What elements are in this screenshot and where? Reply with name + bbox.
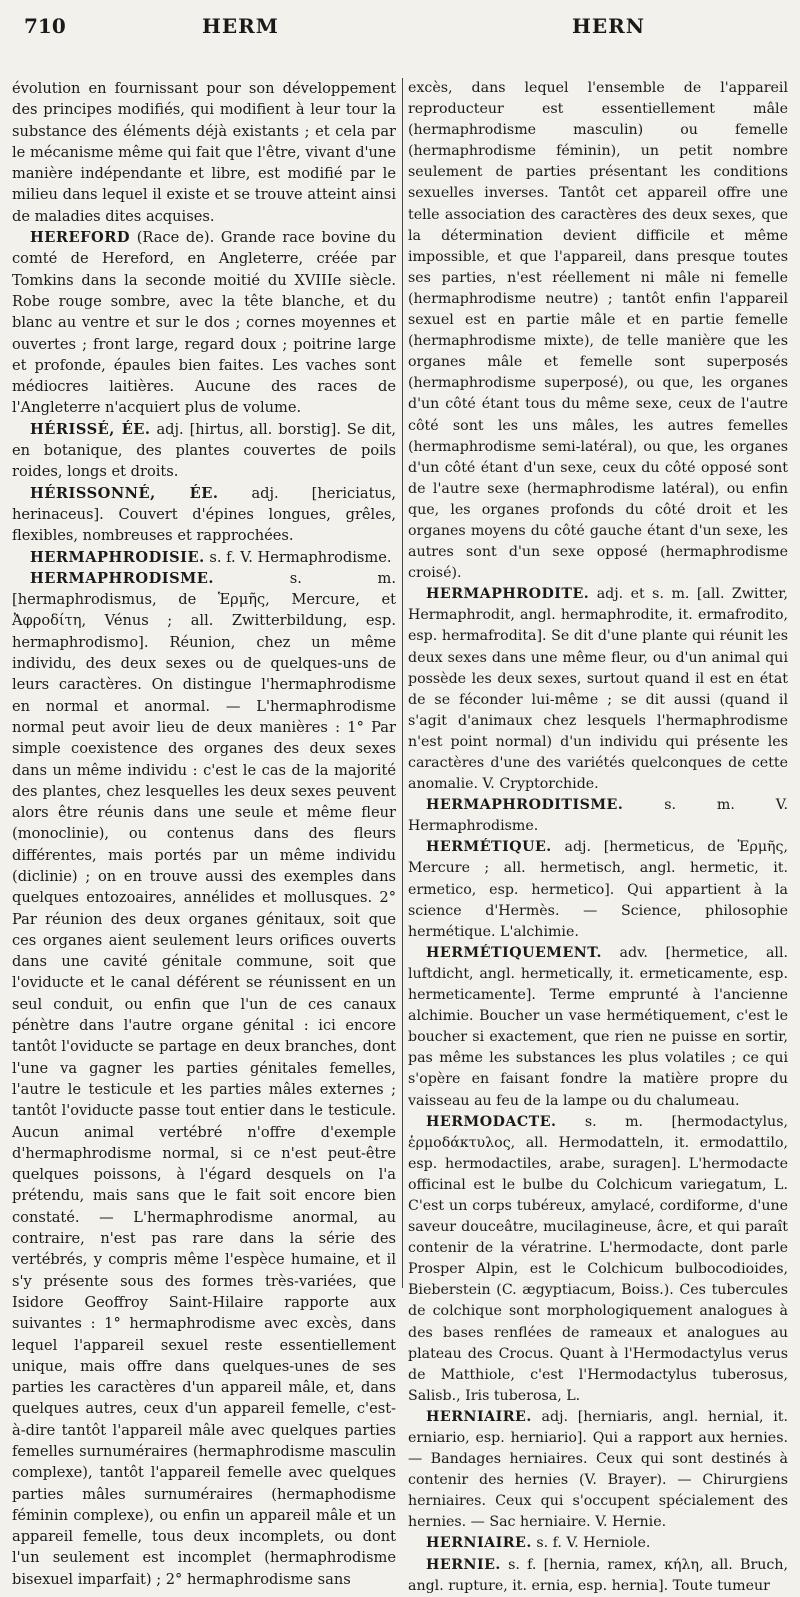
entry-headword: HERMAPHRODITE. [426,586,590,603]
entry-headword: HERNIAIRE. [426,1408,532,1425]
right-running-head: HERN [572,14,646,38]
dictionary-entry [408,78,788,584]
entry-text: s. m. V. Hermaphrodisme. [408,797,789,835]
entry-headword: HEREFORD [30,229,131,247]
entry-text: évolution en fournissant pour son développement des principes modifiés, qui modifient à leur tour la substance des éléments déjà existants ; et cela par le mécanisme même qui fait que l'être, vivant d'une manière indépendante et libre, est modifié par le milieu dans lequel il existe et se trouve atteint ainsi de maladies dites acquises. [12,80,396,225]
dictionary-entry [408,837,788,942]
entry-text: (Race de). Grande race bovine du comté de Hereford, en Angleterre, créée par Tomkins dans la seconde moitié du XVIIIe siècle. Robe rouge sombre, avec la tête blanche, et du blanc au ventre et sur le dos ; cornes moyennes et ouvertes ; front large, regard doux ; poitrine large et profonde, épaules bien faites. Les vaches sont médiocres laitières. Aucune des races de l'Angleterre n'acquiert plus de volume. [12,229,396,417]
entry-headword: HERNIAIRE. [426,1535,532,1552]
entry-headword: HERMODACTE. [426,1113,557,1130]
page-number: 710 [24,14,66,38]
dictionary-entry [12,547,396,568]
entry-text: s. m. [hermodactylus, ἑρμοδάκτυλος, all. Hermodatteln, it. ermodattilo, esp. hermodactiles, arabe, suragen]. L'hermodacte officinal est le bulbe du Colchicum variegatum, L. C'est un corps tubéreux, amylacé, cordiforme, d'une saveur douceâtre, mucilagineuse, âcre, et qui paraît contenir de la vératrine. L'hermodacte, dont parle Prosper Alpin, est le Colchicum bulbocodioides, Bieberstein (C. ægyptiacum, Boiss.). Ces tubercules de colchique sont morphologiquement analogues à des bases renflées de rameaux et analogues au plateau des Crocus. Quant à l'Hermodactylus verus de Matthiole, c'est l'Hermodactylus tuberosus, Salisb., Iris tuberosa, L. [408,1113,788,1404]
dictionary-entry [408,795,788,837]
entry-headword: HÉRISSÉ, ÉE. [30,420,151,438]
dictionary-entry [408,1533,788,1554]
entry-text: adv. [hermetice, all. luftdicht, angl. hermetically, it. ermeticamente, esp. hermeticamente]. Terme emprunté à l'ancienne alchimie. Boucher un vase hermétiquement, c'est le boucher si exactement, que rien ne puisse en sortir, pas même les substances les plus volatiles ; ce qui s'opère en faisant fondre la matière propre du vaisseau au feu de la lampe ou du chalumeau. [408,944,788,1109]
right-column [408,78,789,1594]
entry-headword: HERMAPHRODISME. [30,569,215,587]
dictionary-entry [408,1112,788,1407]
entry-headword: HERMÉTIQUEMENT. [426,944,602,961]
entry-text: adj. [hermeticus, de Ἑρμῆς, Mercure ; all. hermetisch, angl. hermetic, it. ermetico, esp. hermetico]. Qui appartient à la science d'Hermès. — Science, philosophie hermétique. L'alchimie. [408,839,788,940]
dictionary-entry [12,227,396,419]
entry-text: s. m. [hermaphrodismus, de Ἑρμῆς, Mercure, et Ἀφροδίτη, Vénus ; all. Zwitterbildung, esp. hermaphrodismo]. Réunion, chez un même individu, des deux sexes ou de quelques-uns de leurs caractères. On distingue l'hermaphrodisme en normal et anormal. — L'hermaphrodisme normal peut avoir lieu de deux manières : 1° Par simple coexistence des organes des deux sexes dans un même individu : c'est le cas de la majorité des plantes, chez lesquelles les deux sexes peuvent alors être réunis dans une seule et même fleur (monoclinie), ou contenus dans des fleurs différentes, mais portés par un même individu (diclinie) ; on en trouve aussi des exemples dans quelques entozoaires, annélides et mollusques. 2° Par réunion des deux organes génitaux, soit que ces organes aient seulement leurs orifices ouverts dans une cavité génitale commune, soit que l'oviducte et le canal déférent se réunissent en un seul conduit, ou enfin que l'un de ces canaux pénètre dans l'autre organe génital : ici encore tantôt l'oviducte se partage en deux branches, dont l'une va gagner les parties génitales femelles, l'autre le testicule et les parties mâles externes ; tantôt l'oviducte passe tout entier dans le testicule. Aucun animal vertébré n'offre d'exemple d'hermaphrodisme normal, si ce n'est peut-être quelques poissons, à l'égard desquels on l'a prétendu, mais sans que le fait soit encore bien constaté. — L'hermaphrodisme anormal, au contraire, n'est pas rare dans la série des vertébrés, y compris même l'espèce humaine, et il s'y présente sous des formes très-variées, que Isidore Geoffroy Saint-Hilaire rapporte aux suivantes : 1° hermaphrodisme avec excès, dans lequel l'appareil sexuel reste essentiellement unique, mais offre dans quelques-unes de ses parties les caractères d'un appareil mâle, et, dans quelques autres, ceux d'un appareil femelle, c'est-à-dire tantôt l'appareil mâle avec quelques parties femelles surnuméraires (hermaphrodisme masculin complexe), tantôt l'appareil femelle avec quelques parties mâles surnuméraires (hermaphodisme féminin complexe), ou enfin un appareil mâle et un appareil femelle, tous deux incomplets, ou dont l'un seulement est incomplet (hermaphrodisme bisexuel imparfait) ; 2° hermaphrodisme sans [12,569,396,1588]
dictionary-entry [12,483,396,547]
entry-text: s. f. [hernia, ramex, κήλη, all. Bruch, angl. rupture, it. ernia, esp. hernia]. Toute tumeur [408,1556,788,1594]
dictionary-entry [408,943,788,1112]
dictionary-entry [12,419,396,483]
dictionary-entry [408,1407,788,1534]
entry-text: adj. [hericiatus, herinaceus]. Couvert d'épines longues, grêles, flexibles, nombreuses et rapprochées. [12,484,396,545]
entry-text: excès, dans lequel l'ensemble de l'appareil reproducteur est essentiellement mâle (hermaphrodisme masculin) ou femelle (hermaphrodisme féminin), un petit nombre seulement de parties présentant les conditions sexuelles inverses. Tantôt cet appareil offre une telle association des caractères des deux sexes, que la détermination devient difficile et même impossible, et que l'appareil, dans presque toutes ses parties, n'est réellement ni mâle ni femelle (hermaphrodisme neutre) ; tantôt enfin l'appareil sexuel est en partie mâle et en partie femelle (hermaphrodisme mixte), de telle manière que les organes mâle et femelle sont superposés (hermaphrodisme superposé), ou que, les organes d'un côté étant tous du même sexe, ceux de l'autre côté sont les uns mâles, les autres femelles (hermaphrodisme semi-latéral), ou que, les organes d'un côté étant d'un sexe, ceux du côté opposé sont de l'autre sexe (hermaphrodisme latéral), ou enfin que, les organes profonds du côté droit et les organes moyens du côté gauche étant d'un sexe, les autres sont d'un sexe opposé (hermaphrodisme croisé). [408,80,788,582]
entry-headword: HERMAPHRODITISME. [426,797,624,814]
entry-text: adj. et s. m. [all. Zwitter, Hermaphrodit, angl. hermaphrodite, it. ermafrodito, esp. hermafrodita]. Se dit d'une plante qui réunit les deux sexes dans une même fleur, ou d'un animal qui possède les deux sexes, surtout quand il est en état de se féconder lui-même ; se dit aussi (quand il s'agit d'animaux chez lesquels l'hermaphrodisme n'est point normal) d'un individu qui présente les caractères d'une des variétés quelconques de cette anomalie. V. Cryptorchide. [408,586,789,793]
entry-text: s. f. V. Herniole. [536,1535,651,1552]
dictionary-entry [12,78,396,227]
text-columns [12,78,789,1594]
entry-text: adj. [hirtus, all. borstig]. Se dit, en botanique, des plantes couvertes de poils roides, longs et droits. [12,420,396,481]
dictionary-entry [12,568,396,1590]
entry-text: adj. [herniaris, angl. hernial, it. erniario, esp. herniario]. Qui a rapport aux hernies. — Bandages herniaires. Ceux qui sont destinés à contenir des hernies (V. Brayer). — Chirurgiens herniaires. Ceux qui s'occupent spécialement des hernies. — Sac herniaire. V. Hernie. [408,1408,788,1531]
dictionary-entry [408,584,788,795]
entry-headword: HERMAPHRODISIE. [30,548,205,566]
column-divider [402,78,403,1288]
entry-headword: HERMÉTIQUE. [426,839,552,856]
entry-headword: HÉRISSONNÉ, ÉE. [30,484,219,502]
entry-text: s. f. V. Hermaphrodisme. [209,548,392,566]
running-header [12,10,786,50]
dictionary-entry [408,1555,788,1597]
left-column [12,78,396,1588]
entry-headword: HERNIE. [426,1556,501,1573]
left-running-head: HERM [202,14,279,38]
